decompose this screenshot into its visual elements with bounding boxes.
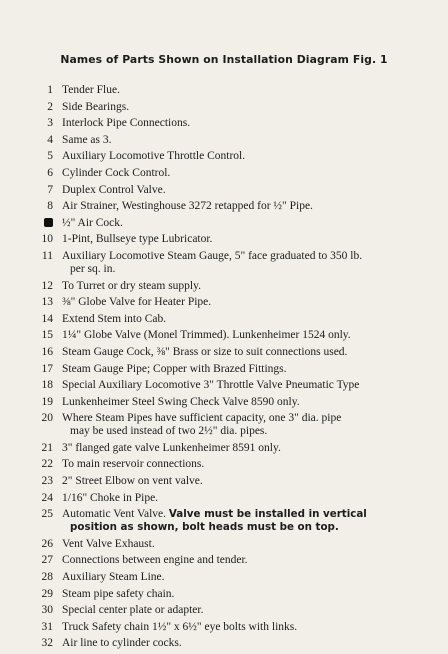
item-text — [62, 621, 396, 634]
item-number: 6 — [47, 166, 53, 179]
item-continuation: per sq. in. — [70, 262, 116, 275]
item-label: Side Bearings. — [62, 100, 130, 113]
list-item — [36, 637, 396, 650]
list-item — [36, 101, 396, 114]
item-label: Connections between engine and tender. — [62, 554, 248, 567]
list-item — [36, 379, 396, 392]
item-label: Automatic Vent Valve. — [62, 508, 167, 521]
item-label: Auxiliary Locomotive Steam Gauge, 5" face graduated to 350 lb. — [62, 249, 363, 262]
item-text — [62, 492, 396, 505]
item-number: 31 — [41, 620, 53, 633]
item-label: Air Strainer, Westinghouse 3272 retapped for ½" Pipe. — [62, 200, 313, 213]
item-label: Auxiliary Steam Line. — [62, 571, 165, 584]
item-text — [62, 346, 396, 359]
item-label: 1/16" Choke in Pipe. — [62, 491, 159, 504]
item-label: ½" Air Cock. — [62, 216, 123, 229]
list-item — [36, 313, 396, 326]
list-item — [36, 250, 396, 276]
page-title: Names of Parts Shown on Installation Diagram Fig. 1 — [60, 53, 388, 66]
item-label: Vent Valve Exhaust. — [62, 537, 155, 550]
item-number: 19 — [41, 395, 53, 408]
item-text — [62, 442, 396, 455]
item-number: 2 — [47, 100, 53, 113]
item-number: 25 — [41, 508, 53, 521]
list-item — [36, 458, 396, 471]
item-label: Cylinder Cock Control. — [62, 166, 171, 179]
item-number: 10 — [41, 233, 53, 246]
list-item — [36, 571, 396, 584]
list-item — [36, 554, 396, 567]
item-label: Special center plate or adapter. — [62, 604, 204, 617]
item-text — [62, 554, 396, 567]
list-item — [36, 296, 396, 309]
item-text — [62, 396, 396, 409]
item-number: 32 — [41, 637, 53, 650]
list-item — [36, 280, 396, 293]
item-number: 11 — [41, 249, 53, 262]
item-label: Air line to cylinder cocks. — [62, 637, 182, 650]
item-text — [62, 475, 396, 488]
item-label: To Turret or dry steam supply. — [62, 279, 201, 292]
item-label: ⅜" Globe Valve for Heater Pipe. — [62, 296, 212, 309]
list-item — [36, 621, 396, 634]
item-text — [62, 588, 396, 601]
item-bold-note: Valve must be installed in vertical — [168, 508, 367, 521]
item-number: 22 — [41, 458, 53, 471]
list-item — [36, 492, 396, 505]
list-item — [36, 588, 396, 601]
item-text — [62, 329, 396, 342]
item-text — [62, 280, 396, 293]
item-continuation: may be used instead of two 2½" dia. pipes. — [70, 425, 268, 438]
ink-blot — [44, 218, 53, 227]
item-bold-continuation: position as shown, bolt heads must be on top. — [70, 521, 339, 534]
item-number: 28 — [41, 571, 53, 584]
item-number — [36, 217, 53, 230]
list-item — [36, 167, 396, 180]
item-text — [62, 379, 396, 392]
item-label: 2" Street Elbow on vent valve. — [62, 475, 203, 488]
item-text — [62, 538, 396, 551]
item-label: Auxiliary Locomotive Throttle Control. — [62, 150, 246, 163]
item-label: 1¼" Globe Valve (Monel Trimmed). Lunkenheimer 1524 only. — [62, 329, 351, 342]
item-number: 7 — [47, 183, 53, 196]
item-text — [62, 101, 396, 114]
item-text — [62, 412, 396, 425]
item-number: 17 — [41, 362, 53, 375]
list-item — [36, 217, 396, 230]
item-number: 27 — [41, 554, 53, 567]
list-item — [36, 363, 396, 376]
item-number: 29 — [41, 587, 53, 600]
item-label: Where Steam Pipes have sufficient capacity, one 3" dia. pipe — [62, 412, 342, 425]
item-number: 16 — [41, 345, 53, 358]
item-text — [62, 363, 396, 376]
item-text — [62, 637, 396, 650]
item-label: Tender Flue. — [62, 84, 120, 96]
item-text — [62, 604, 396, 617]
item-label: 1-Pint, Bullseye type Lubricator. — [62, 233, 213, 246]
list-item — [36, 346, 396, 359]
item-number: 12 — [41, 279, 53, 292]
list-item — [36, 538, 396, 551]
item-label: Steam Gauge Pipe; Copper with Brazed Fittings. — [62, 362, 287, 375]
item-text — [62, 508, 396, 521]
item-label: Same as 3. — [62, 133, 112, 146]
list-item — [36, 117, 396, 130]
list-item — [36, 150, 396, 163]
parts-list — [36, 84, 396, 654]
list-item — [36, 184, 396, 197]
list-item — [36, 442, 396, 455]
item-number: 21 — [41, 441, 53, 454]
list-item — [36, 396, 396, 409]
item-number: 30 — [41, 604, 53, 617]
list-item — [36, 329, 396, 342]
list-item — [36, 412, 396, 438]
item-text — [62, 296, 396, 309]
item-text — [62, 250, 396, 263]
item-number: 20 — [41, 412, 53, 425]
item-text — [62, 571, 396, 584]
item-label: Steam Gauge Cock, ⅜" Brass or size to suit connections used. — [62, 345, 348, 358]
item-text — [62, 217, 396, 230]
item-label: Steam pipe safety chain. — [62, 587, 175, 600]
list-item — [36, 508, 396, 534]
item-text — [62, 184, 396, 197]
list-item — [36, 134, 396, 147]
item-label: Special Auxiliary Locomotive 3" Throttle Valve Pneumatic Type — [62, 379, 360, 392]
list-item — [36, 233, 396, 246]
list-item — [36, 84, 396, 97]
item-number: 3 — [47, 117, 53, 130]
list-item — [36, 475, 396, 488]
item-label: To main reservoir connections. — [62, 458, 205, 471]
item-text — [62, 200, 396, 213]
item-number: 24 — [41, 491, 53, 504]
item-text — [62, 313, 396, 326]
item-text — [62, 167, 396, 180]
item-number: 18 — [41, 379, 53, 392]
item-text — [62, 150, 396, 163]
list-item — [36, 604, 396, 617]
item-text — [62, 458, 396, 471]
list-item — [36, 200, 396, 213]
item-number: 1 — [47, 84, 53, 96]
item-text — [62, 117, 396, 130]
item-label: Lunkenheimer Steel Swing Check Valve 8590 only. — [62, 395, 300, 408]
item-number: 13 — [41, 296, 53, 309]
item-number: 15 — [41, 329, 53, 342]
item-number: 14 — [41, 312, 53, 325]
item-number: 4 — [47, 133, 53, 146]
item-number: 8 — [47, 200, 53, 213]
item-label: Duplex Control Valve. — [62, 183, 166, 196]
item-label: 3" flanged gate valve Lunkenheimer 8591 only. — [62, 441, 281, 454]
item-number: 26 — [41, 537, 53, 550]
item-label: Interlock Pipe Connections. — [62, 117, 191, 130]
item-number: 5 — [47, 150, 53, 163]
item-label: Extend Stem into Cab. — [62, 312, 167, 325]
item-text — [62, 134, 396, 147]
item-text — [62, 233, 396, 246]
item-text — [62, 84, 396, 97]
item-label: Truck Safety chain 1½" x 6½" eye bolts with links. — [62, 620, 298, 633]
item-number: 23 — [41, 475, 53, 488]
